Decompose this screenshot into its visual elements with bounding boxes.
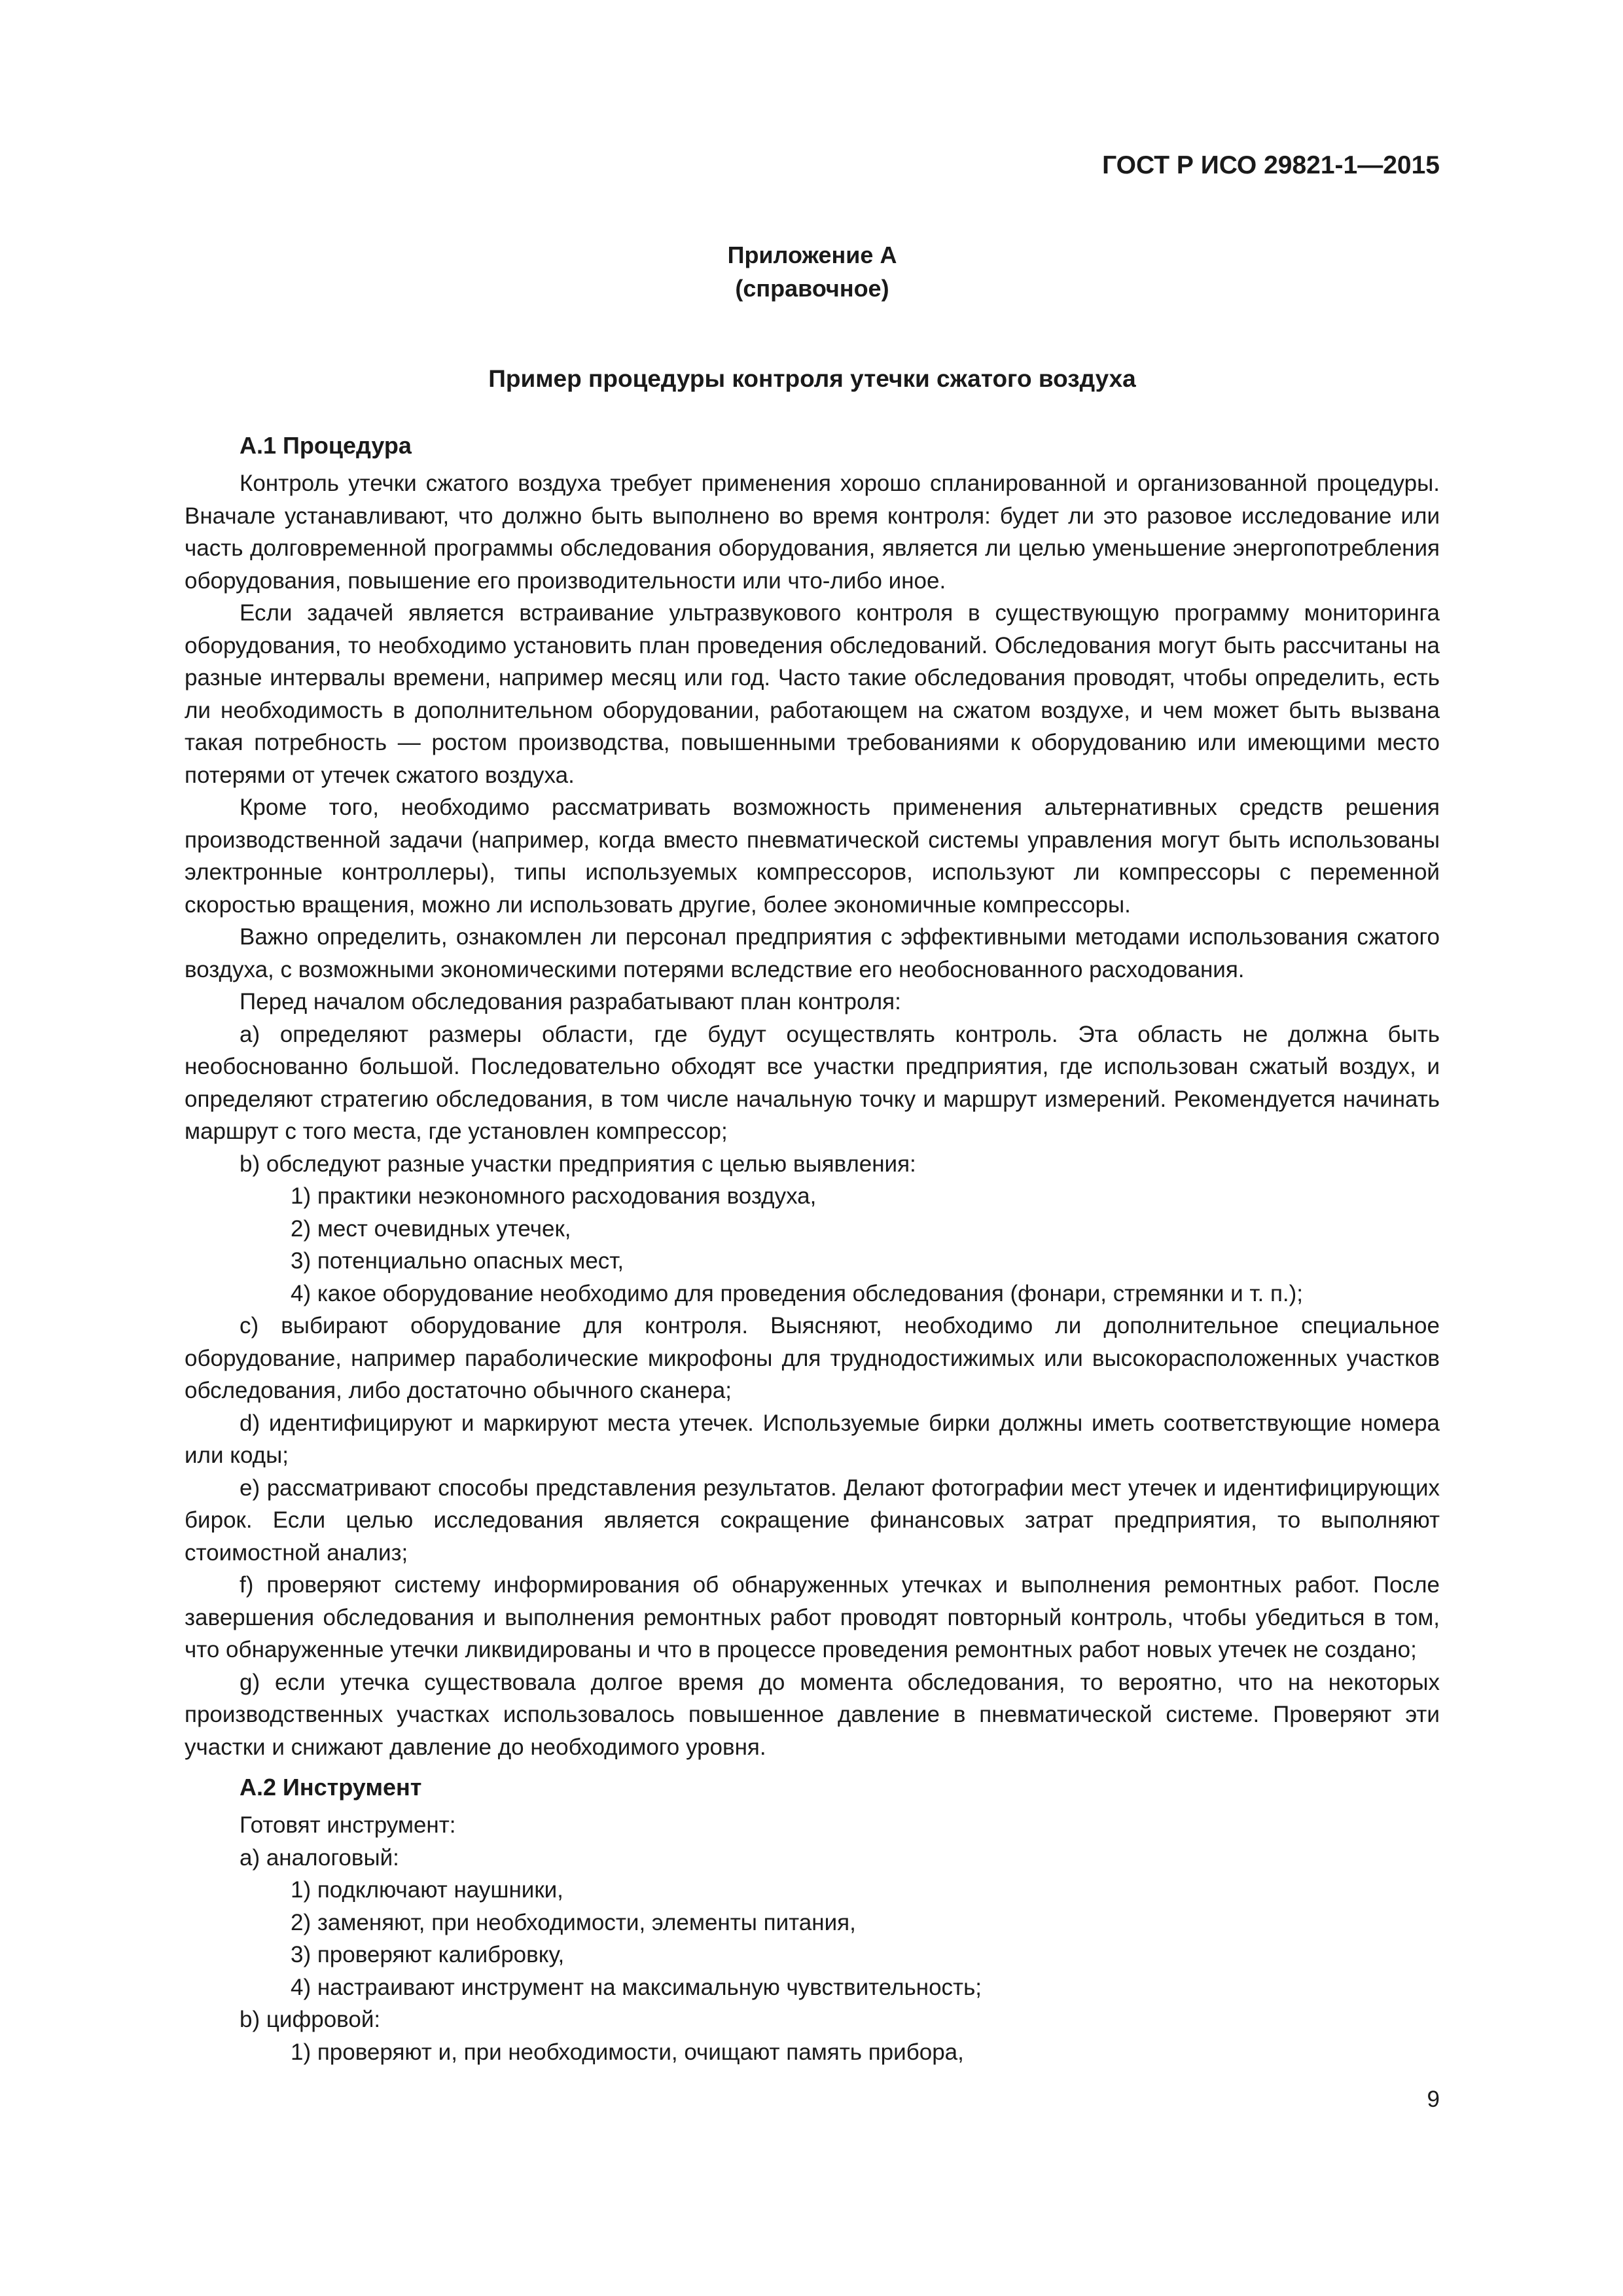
page-number: 9 bbox=[1427, 2087, 1440, 2112]
paragraph: Кроме того, необходимо рассматривать возможность применения альтернативных средств решения производственной задачи (например, когда вместо пневматической системы управления могут быть использованы электронные контроллеры), типы используемых компрессоров, используют ли компрессоры с переменной скоростью вращения, можно ли использовать другие, более экономичные компрессоры. bbox=[185, 795, 1440, 918]
paragraph: Контроль утечки сжатого воздуха требует применения хорошо спланированной и организованной процедуры. Вначале устанавливают, что должно быть выполнено во время контроля: будет ли это разовое исследование или часть долговременной программы обследования оборудования, является ли целью уменьшение энергопотребления оборудования, повышение его производительности или что-либо иное. bbox=[185, 471, 1440, 594]
sub-list-item: 1) проверяют и, при необходимости, очищают память прибора, bbox=[291, 2039, 964, 2065]
standard-id: ГОСТ Р ИСО 29821-1—2015 bbox=[1102, 151, 1440, 179]
sub-list-item: 1) подключают наушники, bbox=[291, 1877, 563, 1903]
paragraph: Важно определить, ознакомлен ли персонал предприятия с эффективными методами использования сжатого воздуха, с возможными экономическими потерями вследствие его необоснованного расходования. bbox=[185, 924, 1440, 982]
sub-list-item: 2) заменяют, при необходимости, элементы питания, bbox=[291, 1909, 856, 1935]
page-title: Пример процедуры контроля утечки сжатого воздуха bbox=[488, 365, 1136, 392]
sub-list-item: 2) мест очевидных утечек, bbox=[291, 1215, 571, 1242]
list-item-a: а) определяют размеры области, где будут осуществлять контроль. Эта область не должна быть необоснованно большой. Последовательно обходят все участки предприятия, где использован сжатый воздух, и определяют стратегию обследования, в том числе начальную точку и маршрут измерений. Рекомендуется начинать маршрут с того места, где установлен компрессор; bbox=[185, 1021, 1440, 1144]
list-item-e: е) рассматривают способы представления результатов. Делают фотографии мест утечек и идентифицирующих бирок. Если целью исследования является сокращение финансовых затрат предприятия, то выполняют стоимостной анализ; bbox=[185, 1475, 1440, 1566]
list-item-c: с) выбирают оборудование для контроля. Выясняют, необходимо ли дополнительное специальное оборудование, например параболические микрофоны для труднодостижимых или высокорасположенных участков обследования, либо достаточно обычного сканера; bbox=[185, 1313, 1440, 1403]
section-lead: Готовят инструмент: bbox=[240, 1812, 456, 1838]
list-item-a: а) аналоговый: bbox=[240, 1844, 399, 1871]
section-heading-a2: А.2 Инструмент bbox=[240, 1774, 422, 1801]
list-item-b: b) обследуют разные участки предприятия с целью выявления: bbox=[240, 1151, 916, 1177]
list-item-b: b) цифровой: bbox=[240, 2007, 381, 2032]
appendix-type: (справочное) bbox=[735, 275, 889, 302]
section-heading-a1: А.1 Процедура bbox=[240, 432, 412, 459]
list-item-d: d) идентифицируют и маркируют места утечек. Используемые бирки должны иметь соответствующие номера или коды; bbox=[185, 1410, 1440, 1468]
sub-list-item: 1) практики неэкономного расходования воздуха, bbox=[291, 1183, 817, 1209]
sub-list-item: 4) настраивают инструмент на максимальную чувствительность; bbox=[291, 1974, 982, 2000]
sub-list-item: 3) потенциально опасных мест, bbox=[291, 1248, 624, 1274]
appendix-label: Приложение А bbox=[727, 242, 897, 268]
list-item-g: g) если утечка существовала долгое время до момента обследования, то вероятно, что на некоторых производственных участках использовалось повышенное давление в пневматической системе. Проверяют эти участки и снижают давление до необходимого уровня. bbox=[185, 1669, 1440, 1760]
paragraph: Перед началом обследования разрабатывают план контроля: bbox=[240, 989, 901, 1014]
paragraph: Если задачей является встраивание ультразвукового контроля в существующую программу мониторинга оборудования, то необходимо установить план проведения обследований. Обследования могут быть рассчитаны на разные интервалы времени, например месяц или год. Часто такие обследования проводят, чтобы определить, есть ли необходимость в дополнительном оборудовании, работающем на сжатом воздухе, и чем может быть вызвана такая потребность — ростом производства, повышенными требованиями к оборудованию или имеющими место потерями от утечек сжатого воздуха. bbox=[185, 600, 1440, 788]
list-item-f: f) проверяют систему информирования об обнаруженных утечках и выполнения ремонтных работ. После завершения обследования и выполнения ремонтных работ проводят повторный контроль, чтобы убедиться в том, что обнаруженные утечки ликвидированы и что в процессе проведения ремонтных работ новых утечек не создано; bbox=[185, 1572, 1440, 1662]
document-page bbox=[185, 149, 1440, 2068]
sub-list-item: 4) какое оборудование необходимо для проведения обследования (фонари, стремянки и т. п.); bbox=[291, 1280, 1304, 1306]
sub-list-item: 3) проверяют калибровку, bbox=[291, 1942, 565, 1967]
